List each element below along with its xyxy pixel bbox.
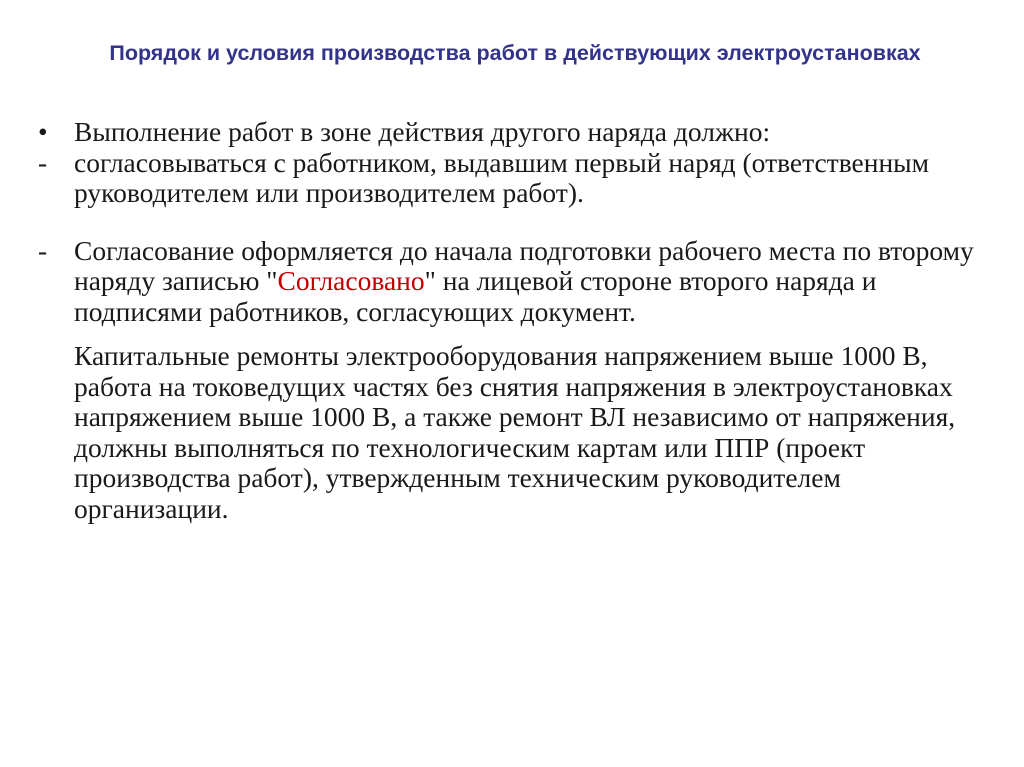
text-segment: " на лицевой стороне второго наряда и подписями работников, согласующих документ. — [74, 265, 877, 327]
highlighted-word: Согласовано — [277, 265, 425, 296]
dash-item — [38, 148, 988, 209]
slide-body — [38, 117, 988, 524]
dash-marker: - — [38, 146, 48, 178]
dash-text: согласовываться с работником, выдавшим первый наряд (ответственным руководителем или производителем работ). — [74, 146, 930, 208]
dash-text — [74, 236, 988, 328]
bullet-item — [38, 117, 988, 148]
paragraph-text: Капитальные ремонты электрооборудования напряжением выше 1000 В, работа на токоведущих частях без снятия напряжения в электроустановках напряжением выше 1000 В, а также ремонт ВЛ независимо от напряжения, должны выполняться по технологическим картам или ППР (проект производства работ), утвержденным техническим руководителем организации. — [74, 340, 956, 524]
bullet-marker: • — [38, 116, 48, 147]
text-segment: Согласование оформляется до начала подготовки рабочего места по второму наряду записью " — [74, 234, 974, 296]
bullet-text: Выполнение работ в зоне действия другого наряда должно: — [74, 116, 771, 147]
paragraph-row — [38, 341, 988, 524]
dash-marker: - — [38, 234, 48, 266]
dash-item — [38, 236, 988, 328]
slide-title: Порядок и условия производства работ в действующих электроустановках — [109, 41, 921, 65]
